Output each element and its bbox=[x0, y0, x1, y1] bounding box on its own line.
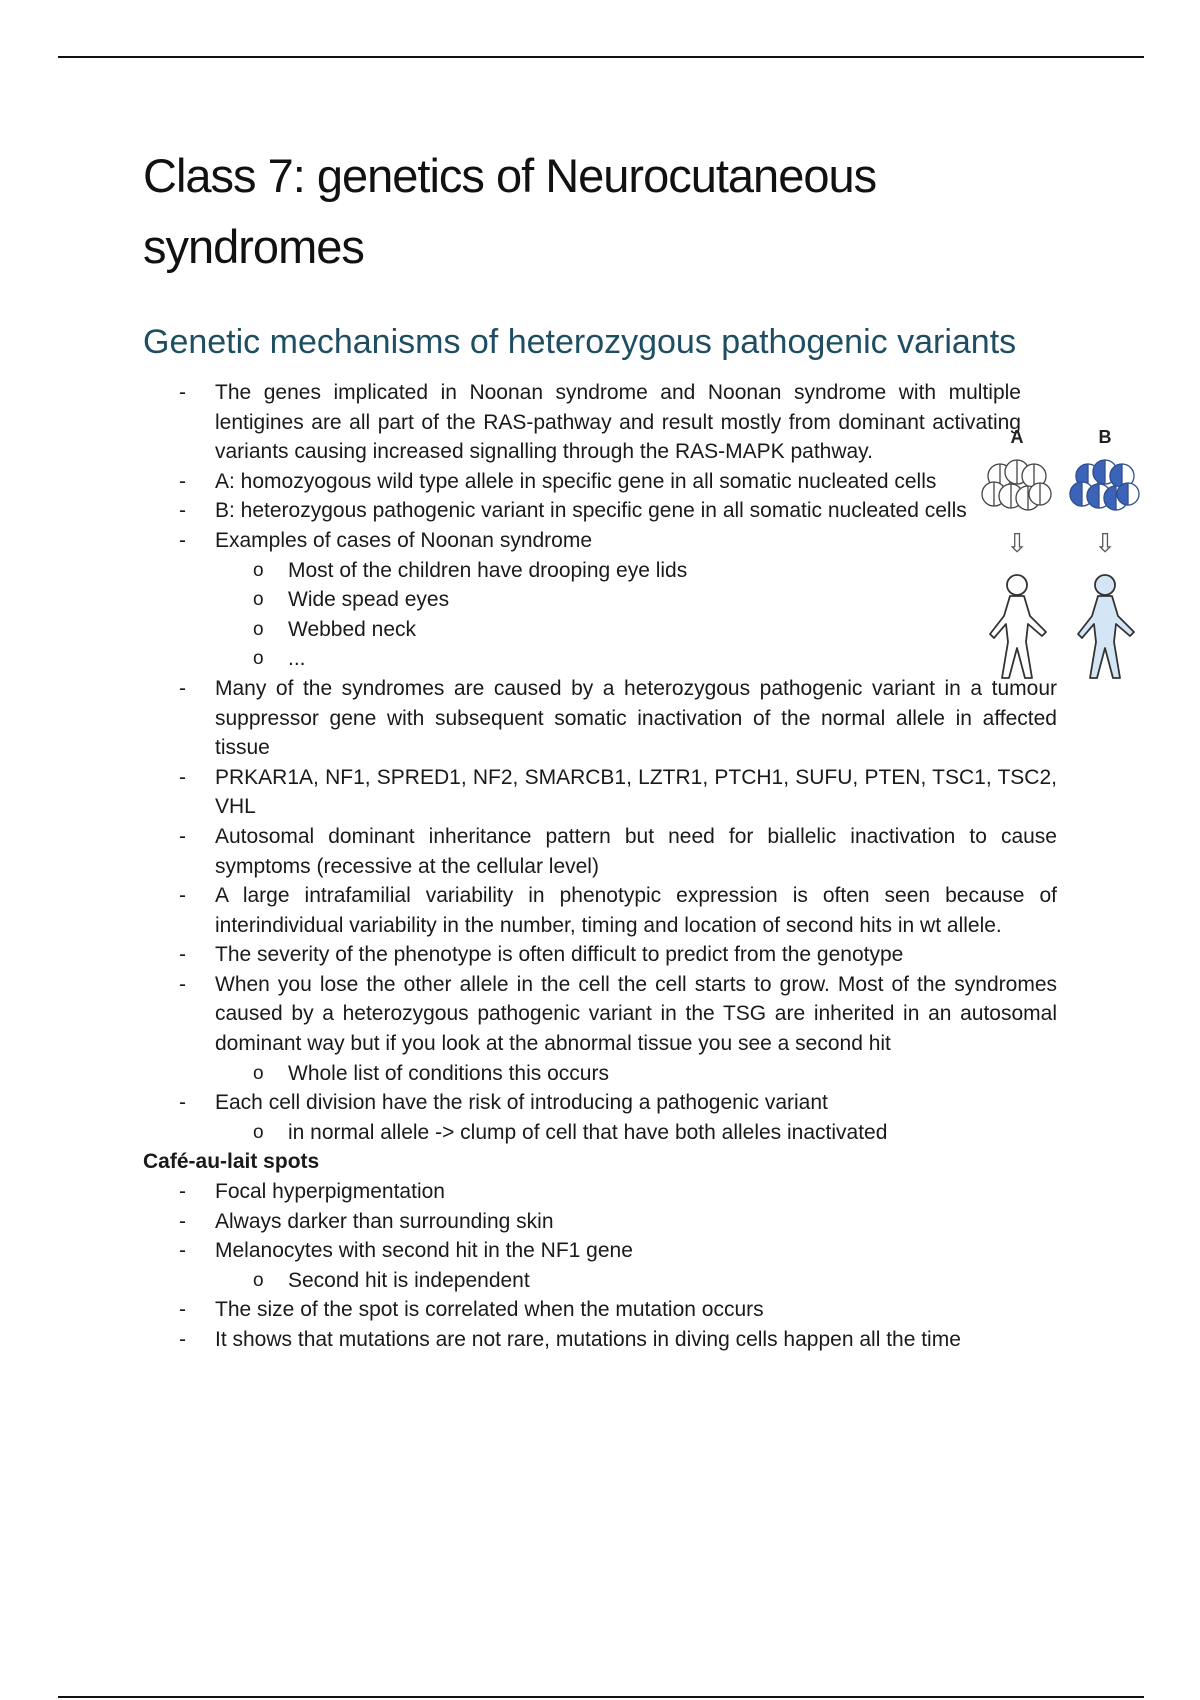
bullet-dash-icon: - bbox=[179, 972, 186, 996]
circle-bullet-icon: o bbox=[253, 1269, 264, 1291]
page-title: Class 7: genetics of Neurocutaneous syndromes bbox=[143, 149, 877, 273]
sub-list-item bbox=[143, 1118, 1057, 1148]
circle-bullet-icon: o bbox=[253, 618, 264, 640]
bullet-dash-icon: - bbox=[179, 469, 186, 493]
sub-list-item-text: Webbed neck bbox=[288, 617, 417, 641]
circle-bullet-icon: o bbox=[253, 1062, 264, 1084]
bullet-dash-icon: - bbox=[179, 943, 186, 967]
sub-list-item-text: Second hit is independent bbox=[288, 1268, 530, 1292]
list-item bbox=[143, 496, 1021, 526]
sub-list-item-text: in normal allele -> clump of cell that have both alleles inactivated bbox=[288, 1120, 888, 1144]
down-arrow-icon: ⇩ bbox=[1094, 529, 1116, 559]
down-arrow-icon: ⇩ bbox=[1006, 529, 1028, 559]
heterozygous-cell-cluster bbox=[1070, 460, 1139, 510]
bottom-rule bbox=[58, 1696, 1144, 1698]
sub-list-item bbox=[143, 556, 1057, 586]
cafe-au-lait-heading: Café-au-lait spots bbox=[143, 1150, 320, 1174]
figure-label-a: A bbox=[1010, 427, 1024, 447]
figure-label-b: B bbox=[1098, 427, 1112, 447]
list-item-text: Melanocytes with second hit in the NF1 gene bbox=[215, 1239, 633, 1263]
sub-list-item-text: ... bbox=[288, 647, 306, 671]
list-item-text: It shows that mutations are not rare, mutations in diving cells happen all the time bbox=[215, 1328, 961, 1351]
list-item-text: Focal hyperpigmentation bbox=[215, 1180, 445, 1204]
list-item bbox=[143, 881, 1057, 940]
bullet-dash-icon: - bbox=[179, 1180, 186, 1204]
list-item bbox=[143, 970, 1057, 1059]
list-item-text: The severity of the phenotype is often difficult to predict from the genotype bbox=[215, 943, 904, 967]
list-item bbox=[143, 1088, 1057, 1118]
bullet-dash-icon: - bbox=[179, 381, 186, 404]
sub-list-item bbox=[143, 585, 1057, 615]
sub-list-item-text: Whole list of conditions this occurs bbox=[288, 1061, 609, 1085]
list-item bbox=[143, 378, 1021, 467]
list-item-text: Autosomal dominant inheritance pattern but need for biallelic inactivation to cause symptoms (recessive at the cellular level) bbox=[215, 824, 1057, 878]
cafe-au-lait-list bbox=[143, 1177, 1057, 1355]
wild-type-person-icon bbox=[990, 575, 1046, 678]
mechanisms-list bbox=[143, 378, 1057, 1147]
bullet-dash-icon: - bbox=[179, 1091, 186, 1115]
list-item-text: A large intrafamilial variability in phenotypic expression is often seen because of interindividual variability in the number, timing and location of second hits in wt allele. bbox=[215, 884, 1057, 937]
bullet-dash-icon: - bbox=[179, 1239, 186, 1263]
list-item bbox=[143, 1295, 1057, 1325]
list-item-text: Each cell division have the risk of introducing a pathogenic variant bbox=[215, 1091, 828, 1115]
bullet-dash-icon: - bbox=[179, 884, 186, 908]
bullet-dash-icon: - bbox=[179, 1328, 186, 1351]
sub-list-item-text: Most of the children have drooping eye lids bbox=[288, 558, 688, 582]
bullet-dash-icon: - bbox=[179, 765, 186, 789]
list-item-text: Many of the syndromes are caused by a heterozygous pathogenic variant in a tumour suppressor gene with subsequent somatic inactivation of the normal allele in affected tissue bbox=[215, 676, 1057, 760]
list-item-text: PRKAR1A, NF1, SPRED1, NF2, SMARCB1, LZTR1, PTCH1, SUFU, PTEN, TSC1, TSC2, VHL bbox=[215, 765, 1057, 819]
list-item bbox=[143, 674, 1057, 763]
list-item bbox=[143, 1236, 1057, 1266]
circle-bullet-icon: o bbox=[253, 648, 264, 670]
sub-list-item bbox=[143, 615, 1057, 645]
circle-bullet-icon: o bbox=[253, 589, 264, 611]
bullet-dash-icon: - bbox=[179, 824, 186, 848]
list-item bbox=[143, 1325, 1057, 1355]
bullet-dash-icon: - bbox=[179, 1298, 186, 1322]
list-item-text: The genes implicated in Noonan syndrome and Noonan syndrome with multiple lentigines are all part of the RAS-pathway and result mostly from dominant activating variants causing increased signalling through the RAS-MAPK pathway. bbox=[215, 381, 1021, 464]
circle-bullet-icon: o bbox=[253, 1121, 264, 1143]
list-item-text: Always darker than surrounding skin bbox=[215, 1209, 554, 1233]
wild-type-cell-cluster bbox=[982, 460, 1051, 510]
sub-list-item bbox=[143, 1059, 1057, 1089]
sub-list-item-text: Wide spead eyes bbox=[288, 588, 450, 612]
list-item bbox=[143, 822, 1057, 881]
sub-list-item bbox=[143, 1266, 1057, 1296]
section-heading: Genetic mechanisms of heterozygous pathogenic variants bbox=[143, 323, 1017, 361]
heterozygous-person-icon bbox=[1078, 575, 1134, 678]
list-item-text: B: heterozygous pathogenic variant in specific gene in all somatic nucleated cells bbox=[215, 499, 967, 523]
list-item-text: A: homozyogous wild type allele in specific gene in all somatic nucleated cells bbox=[215, 469, 937, 493]
list-item-text: Examples of cases of Noonan syndrome bbox=[215, 528, 593, 552]
list-item bbox=[143, 1177, 1057, 1207]
genotype-figure bbox=[970, 420, 1170, 690]
list-item-text: When you lose the other allele in the cell the cell starts to grow. Most of the syndromes caused by a heterozygous pathogenic variant in the TSG are inherited in an autosomal dominant way but if you look at the abnormal tissue you see a second hit bbox=[215, 972, 1057, 1056]
bullet-dash-icon: - bbox=[179, 499, 186, 523]
bullet-dash-icon: - bbox=[179, 1209, 186, 1233]
list-item-text: The size of the spot is correlated when the mutation occurs bbox=[215, 1298, 764, 1322]
list-item bbox=[143, 763, 1057, 822]
list-item bbox=[143, 467, 1021, 497]
document-body bbox=[143, 140, 1057, 1355]
list-item bbox=[143, 940, 1057, 970]
bullet-dash-icon: - bbox=[179, 528, 186, 552]
top-rule bbox=[58, 56, 1144, 58]
list-item bbox=[143, 1207, 1057, 1237]
circle-bullet-icon: o bbox=[253, 559, 264, 581]
bullet-dash-icon: - bbox=[179, 676, 186, 700]
sub-list-item bbox=[143, 644, 1057, 674]
list-item bbox=[143, 526, 1021, 556]
